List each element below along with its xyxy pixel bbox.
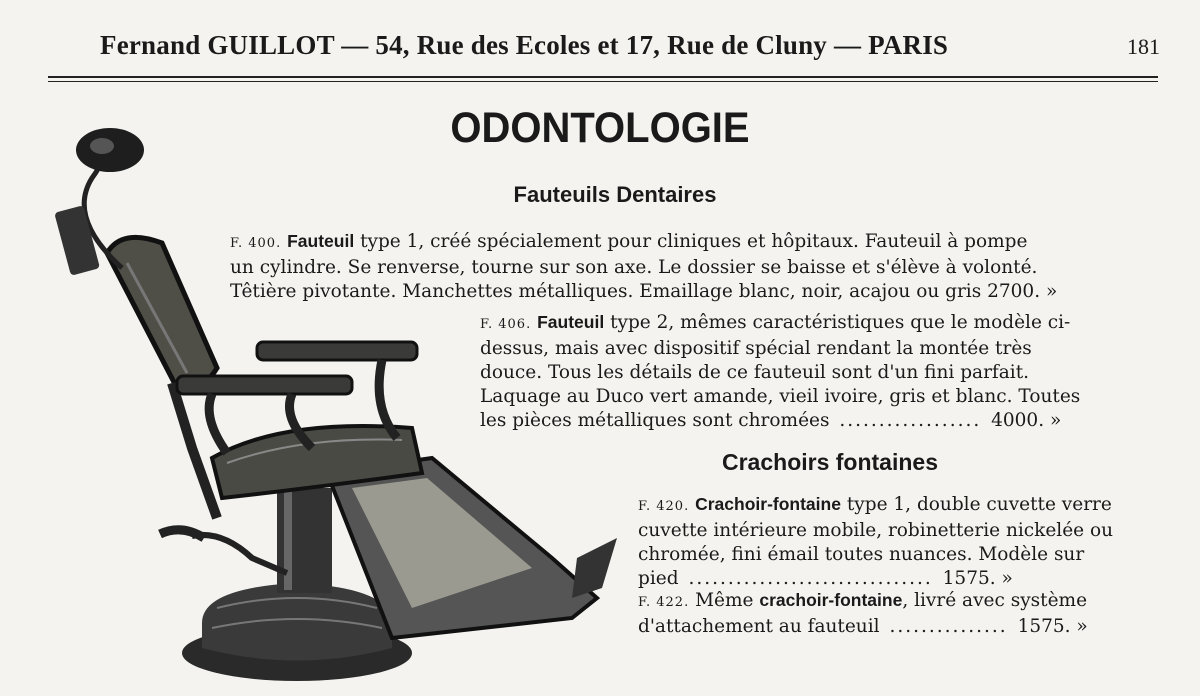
- item-f420: [638, 492, 1170, 591]
- item-ref: F. 400.: [230, 236, 282, 251]
- item-f422: [638, 588, 1170, 639]
- leader-dots: ...............: [889, 616, 1008, 637]
- item-name: Fauteuil: [537, 312, 605, 332]
- item-name: Fauteuil: [287, 231, 355, 251]
- item-text: les pièces métalliques sont chromées: [480, 410, 830, 431]
- item-price: 4000. »: [991, 410, 1062, 431]
- item-text: un cylindre. Se renverse, tourne sur son axe. Le dossier se baisse et s'élève à volonté.: [230, 257, 1038, 278]
- item-text: type 1, double cuvette verre: [840, 494, 1112, 515]
- item-name: crachoir-fontaine: [759, 590, 903, 610]
- page-title: ODONTOLOGIE: [450, 104, 750, 152]
- item-price: 2700. »: [987, 281, 1058, 302]
- section-title-crachoirs: Crachoirs fontaines: [722, 449, 938, 475]
- header-rule: [48, 76, 1158, 78]
- item-text: d'attachement au fauteuil: [638, 616, 880, 637]
- item-text: type 2, mêmes caractéristiques que le modèle ci-: [604, 312, 1071, 333]
- item-ref: F. 406.: [480, 317, 532, 332]
- item-text: cuvette intérieure mobile, robinetterie nickelée ou: [638, 520, 1114, 541]
- leader-dots: ..................: [839, 410, 982, 431]
- item-text: douce. Tous les détails de ce fauteuil sont d'un fini parfait.: [480, 362, 1030, 383]
- item-text: pied: [638, 568, 679, 589]
- item-text: dessus, mais avec dispositif spécial rendant la montée très: [480, 338, 1032, 359]
- item-text: Laquage au Duco vert amande, vieil ivoire, gris et blanc. Toutes: [480, 386, 1081, 407]
- header-rule-thin: [48, 81, 1158, 82]
- page-number: 181: [1127, 34, 1160, 59]
- item-text: type 1, créé spécialement pour cliniques et hôpitaux. Fauteuil à pompe: [354, 231, 1028, 252]
- item-price: 1575. »: [942, 568, 1013, 589]
- item-price: 1575. »: [1017, 616, 1088, 637]
- item-text: Têtière pivotante. Manchettes métalliques. Emaillage blanc, noir, acajou ou gris: [230, 281, 982, 302]
- item-text: chromée, fini émail toutes nuances. Modèle sur: [638, 544, 1085, 565]
- item-ref: F. 422.: [638, 595, 690, 610]
- section-title-fauteuils: Fauteuils Dentaires: [513, 182, 717, 207]
- item-ref: F. 420.: [638, 499, 690, 514]
- item-text: , livré avec système: [902, 590, 1088, 611]
- page-header: Fernand GUILLOT — 54, Rue des Ecoles et 17, Rue de Cluny — PARIS: [100, 30, 949, 60]
- dental-chair-illustration: [52, 118, 632, 688]
- leader-dots: ...............................: [688, 568, 933, 589]
- item-text: Même: [689, 590, 760, 611]
- item-name: Crachoir-fontaine: [695, 494, 841, 514]
